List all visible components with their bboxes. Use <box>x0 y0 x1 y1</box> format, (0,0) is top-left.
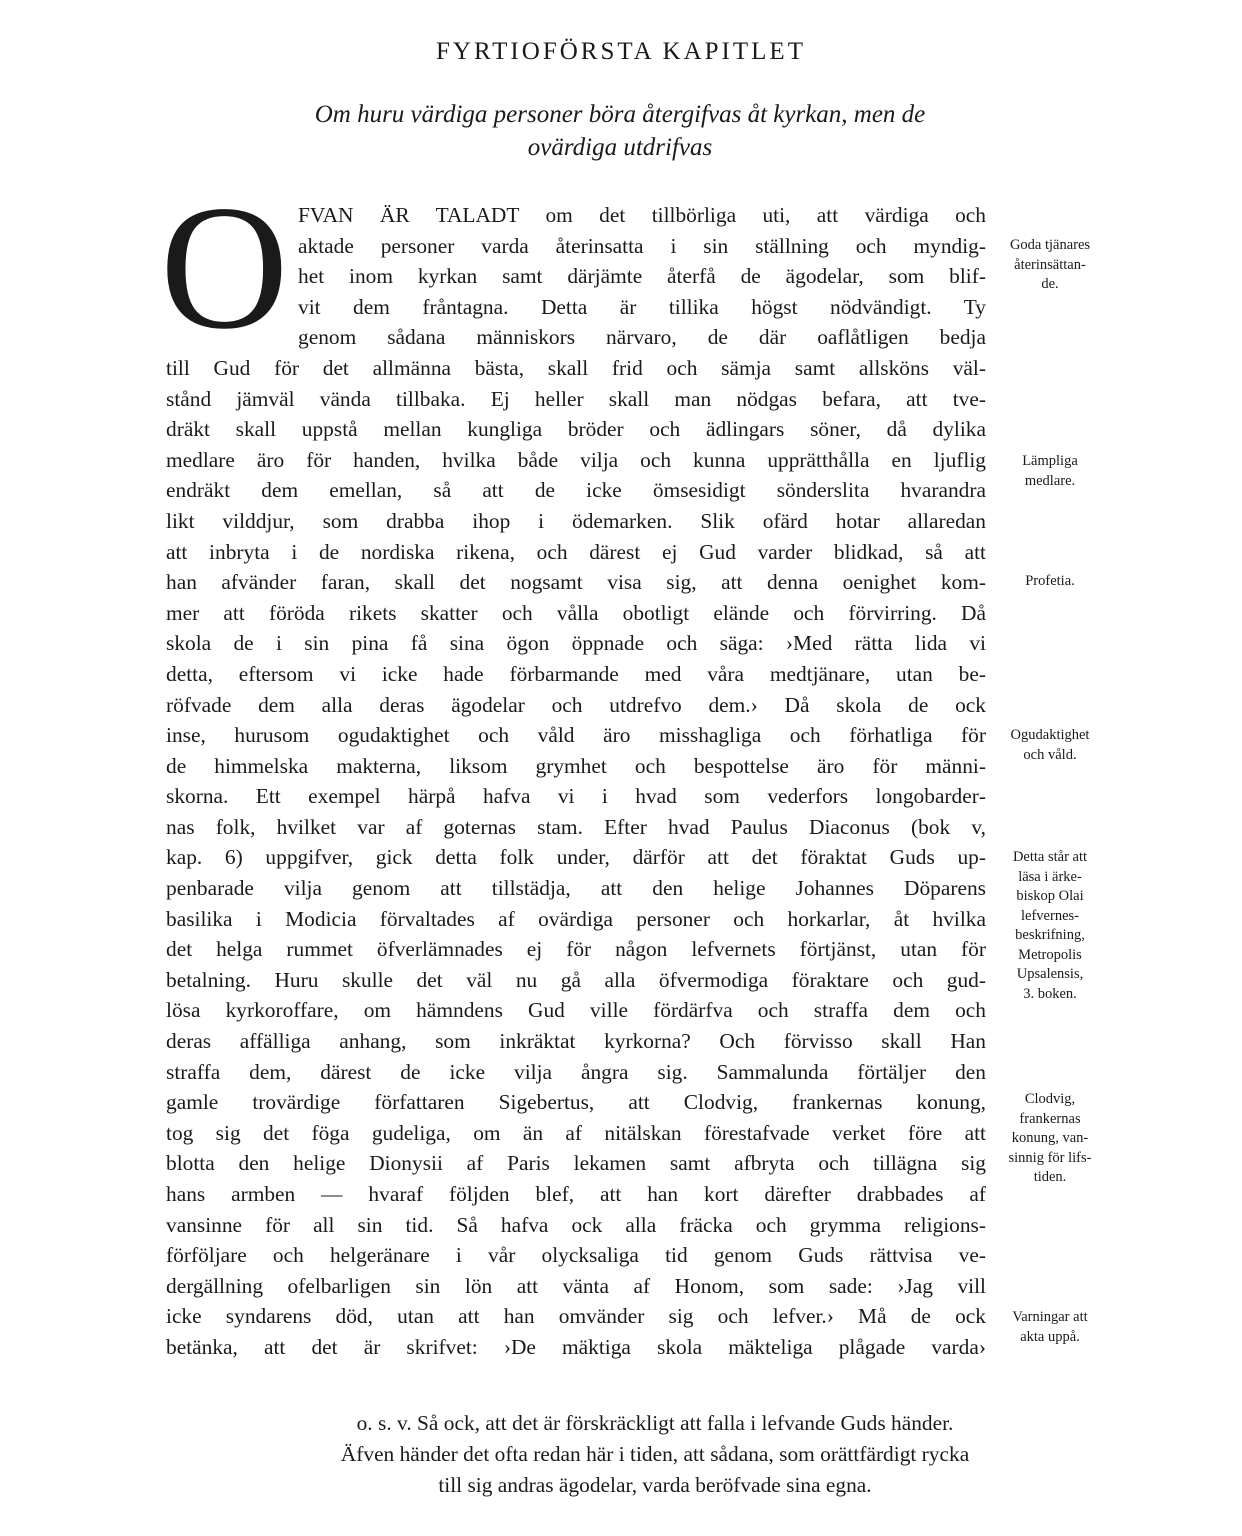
text-line: aktade personer varda återinsatta i sin ställning och myndig‑ <box>298 233 986 258</box>
text-line: att inbryta i de nordiska rikena, och därest ej Gud varder blidkad, så att <box>166 539 986 564</box>
text-line: medlare äro för handen, hvilka både vilja och kunna upprätthålla en ljuflig <box>166 447 986 472</box>
text-line: skola de i sin pina få sina ögon öppnade och säga: ›Med rätta lida vi <box>166 631 986 656</box>
text-line: genom sådana människors närvaro, de där oaflåtligen bedja <box>298 325 986 350</box>
text-line: skorna. Ett exempel härpå hafva vi i hvad som vederfors longobarder‑ <box>166 784 986 809</box>
subtitle-line: ovärdiga utdrifvas <box>527 134 713 161</box>
margin-note-line: 3. boken. <box>1023 985 1077 1002</box>
margin-note-line: frankernas <box>1019 1110 1081 1127</box>
margin-note-line: sinnig för lifs‑ <box>1008 1149 1092 1166</box>
closing-paragraph <box>240 1408 1070 1501</box>
margin-note <box>988 848 1112 1004</box>
margin-note-line: Goda tjänares <box>1009 237 1091 253</box>
text-line: betalning. Huru skulle det väl nu gå alla öfvermodiga föraktare och gud‑ <box>166 967 986 992</box>
text-line: o. s. v. Så ock, att det är förskräckligt att falla i lefvande Guds händer. <box>356 1411 954 1435</box>
text-line: förföljare och helgeränare i vår olycksaliga tid genom Guds rättvisa ve‑ <box>166 1243 986 1268</box>
margin-note-line: Varningar att <box>1012 1309 1088 1325</box>
text-line: de himmelska makterna, liksom grymhet och bespottelse äro för männi‑ <box>166 753 986 778</box>
margin-note-line: Detta står att <box>1012 849 1088 865</box>
text-line: dergällning ofelbarligen sin lön att vänta af Honom, som sade: ›Jag vill <box>166 1273 986 1298</box>
margin-note <box>988 726 1112 765</box>
text-line: kap. 6) uppgifver, gick detta folk under, därför att det föraktat Guds up‑ <box>166 845 986 870</box>
margin-note-line: lefvernes‑ <box>1021 907 1079 924</box>
margin-note-line: de. <box>1041 276 1059 292</box>
margin-note-line: akta uppå. <box>1020 1328 1080 1345</box>
text-line: till Gud för det allmänna bästa, skall frid och sämja samt allsköns väl‑ <box>166 355 986 380</box>
text-line: mer att föröda rikets skatter och vålla obotligt elände och förvirring. Då <box>166 600 986 625</box>
text-line: basilika i Modicia förvaltades af ovärdiga personer och horkarlar, åt hvilka <box>166 906 986 931</box>
margin-note-line: återinsättan‑ <box>1014 256 1086 273</box>
text-line: han afvänder faran, skall det nogsamt visa sig, att denna oenighet kom‑ <box>166 570 986 595</box>
margin-note-line: konung, van‑ <box>1011 1130 1089 1146</box>
text-line: lösa kyrkoroffare, om hämndens Gud ville fördärfva och straffa dem och <box>166 998 986 1023</box>
text-line: dräkt skall uppstå mellan kungliga bröder och ädlingars söner, då dylika <box>166 417 986 442</box>
text-line: stånd jämväl vända tillbaka. Ej heller skall man nödgas befara, att tve‑ <box>166 386 986 411</box>
text-line: hans armben — hvaraf följden blef, att han kort därefter drabbades af <box>166 1182 986 1206</box>
margin-note-line: biskop Olai <box>1016 888 1084 904</box>
margin-note-line: Profetia. <box>1025 573 1075 589</box>
text-line: gamle trovärdige författaren Sigebertus, att Clodvig, frankernas konung, <box>166 1090 986 1115</box>
text-line: FVAN ÄR TALADT om det tillbörliga uti, att värdiga och <box>298 203 986 227</box>
chapter-heading: FYRTIOFÖRSTA KAPITLET <box>436 38 806 65</box>
text-line: penbarade vilja genom att tillstädja, att den helige Johannes Döparens <box>166 876 986 901</box>
margin-note-line: och våld. <box>1023 746 1077 763</box>
text-line: inse, hurusom ogudaktighet och våld äro misshagliga och förhatliga för <box>166 723 986 748</box>
drop-cap: O <box>160 168 289 366</box>
text-line: röfvade dem alla deras ägodelar och utdrefvo dem.› Då skola de ock <box>166 692 986 717</box>
text-line: Äfven händer det ofta redan här i tiden, att sådana, som orättfärdigt rycka <box>340 1442 970 1466</box>
text-line: nas folk, hvilket var af goternas stam. Efter hvad Paulus Diaconus (bok v, <box>166 814 986 839</box>
margin-note-line: Lämpliga <box>1022 453 1078 469</box>
text-line: endräkt dem emellan, så att de icke ömsesidigt sönderslita hvarandra <box>166 478 986 503</box>
text-line: vansinne för all sin tid. Så hafva ock alla fräcka och grymma religions‑ <box>166 1212 986 1237</box>
margin-note-line: läsa i ärke‑ <box>1018 868 1082 885</box>
text-line: tog sig det föga gudeliga, om än af nitälskan förestafvade verket före att <box>166 1120 986 1145</box>
subtitle-line: Om huru värdiga personer böra återgifvas åt kyrkan, men de <box>314 101 926 128</box>
body-text <box>166 200 986 1363</box>
text-line: betänka, att det är skrifvet: ›De mäktiga skola mäkteliga plågade varda› <box>166 1334 986 1359</box>
text-line: detta, eftersom vi icke hade förbarmande med våra medtjänare, utan be‑ <box>166 661 986 686</box>
margin-note-line: Clodvig, <box>1024 1091 1076 1107</box>
text-line: het inom kyrkan samt därjämte återfå de ägodelar, som blif‑ <box>298 264 986 289</box>
text-line: deras affälliga anhang, som inkräktat kyrkorna? Och förvisso skall Han <box>166 1029 986 1054</box>
margin-note-line: medlare. <box>1024 472 1076 489</box>
text-line: till sig andras ägodelar, varda beröfvade sina egna. <box>438 1473 872 1497</box>
margin-note <box>988 236 1112 295</box>
margin-note <box>988 1308 1112 1347</box>
margin-note-line: Upsalensis, <box>1016 966 1084 982</box>
margin-note-line: Metropolis <box>1018 946 1082 963</box>
text-line: blotta den helige Dionysii af Paris lekamen samt afbryta och tillägna sig <box>166 1151 986 1176</box>
text-line: likt vilddjur, som drabba ihop i ödemarken. Slik ofärd hotar allaredan <box>166 508 986 533</box>
margin-note <box>988 1090 1112 1188</box>
text-line: straffa dem, därest de icke vilja ångra sig. Sammalunda förtäljer den <box>166 1059 986 1084</box>
text-line: vit dem fråntagna. Detta är tillika högst nödvändigt. Ty <box>298 294 986 319</box>
text-line: icke syndarens död, utan att han omvänder sig och lefver.› Må de ock <box>166 1304 986 1329</box>
margin-note <box>988 572 1112 592</box>
margin-note <box>988 452 1112 491</box>
margin-note-line: Ogudaktighet <box>1010 727 1090 743</box>
text-line: det helga rummet öfverlämnades ej för någon lefvernets förtjänst, utan för <box>166 937 986 962</box>
chapter-subtitle <box>150 98 1090 164</box>
margin-note-line: tiden. <box>1033 1169 1067 1185</box>
margin-note-line: beskrifning, <box>1015 927 1085 943</box>
